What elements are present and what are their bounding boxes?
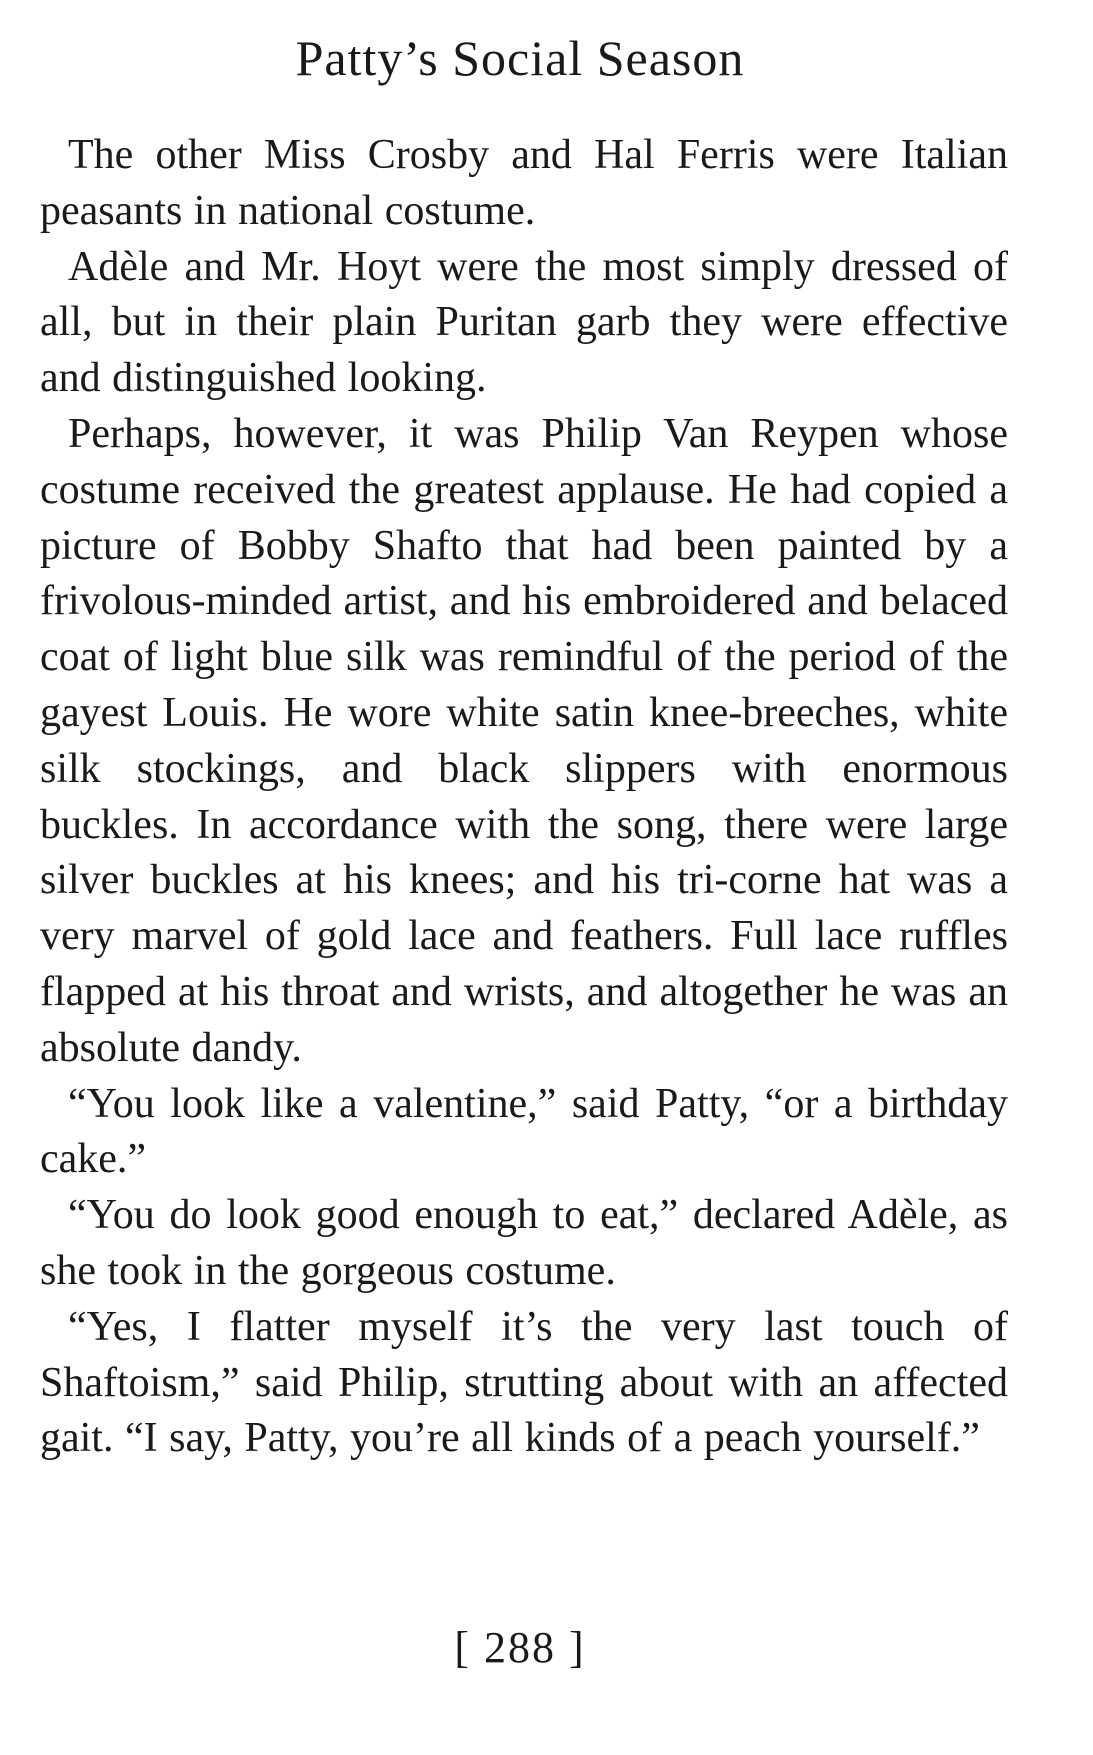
- paragraph: Perhaps, however, it was Philip Van Reypen whose costume received the greatest applause. He had copied a picture of Bobby Shafto that had been painted by a frivolous-minded artist, and his embroidered and belaced coat of light blue silk was remindful of the period of the gayest Louis. He wore white satin knee-breeches, white silk stockings, and black slippers with enormous buckles. In accordance with the song, there were large silver buckles at his knees; and his tri-corne hat was a very marvel of gold lace and feathers. Full lace ruffles flapped at his throat and wrists, and altogether he was an absolute dandy.: [40, 410, 1008, 1071]
- paragraph: Adèle and Mr. Hoyt were the most simply dressed of all, but in their plain Puritan garb they were effective and distinguished looking.: [40, 243, 1008, 402]
- body-text: [40, 128, 1008, 1467]
- page-number: [ 288 ]: [454, 1623, 586, 1672]
- paragraph: “You do look good enough to eat,” declared Adèle, as she took in the gorgeous costume.: [40, 1192, 1008, 1294]
- paragraph: “Yes, I flatter myself it’s the very last touch of Shaftoism,” said Philip, strutting about with an affected gait. “I say, Patty, you’re all kinds of a peach yourself.”: [40, 1303, 1008, 1462]
- paragraph: The other Miss Crosby and Hal Ferris were Italian peasants in national costume.: [40, 132, 1008, 234]
- running-title: Patty’s Social Season: [295, 30, 745, 86]
- paragraph: “You look like a valentine,” said Patty, “or a birthday cake.”: [40, 1080, 1008, 1183]
